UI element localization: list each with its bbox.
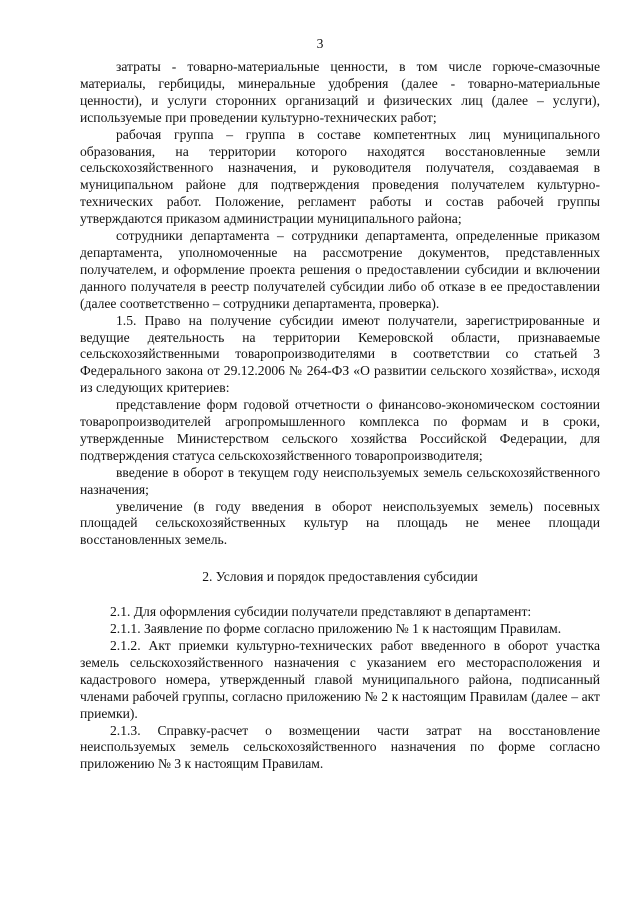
paragraph-2-1-3: 2.1.3. Справку-расчет о возмещении части затрат на восстановление неиспользуемых земель сельскохозяйственного назначения по форме согласно приложению № 3 к настоящим Правилам.	[80, 722, 600, 772]
paragraph-working-group-definition: рабочая группа – группа в составе компетентных лиц муниципального образования, на территории которого находятся восстановленные земли сельскохозяйственного назначения, и руководителя получателя, создаваемая в муниципальном районе для подтверждения проведения получателем культурно-технических работ. Положение, регламент работы и состав рабочей группы утверждаются приказом администрации муниципального района;	[80, 126, 600, 227]
paragraph-1-5-eligibility: 1.5. Право на получение субсидии имеют получатели, зарегистрированные и ведущие деятельность на территории Кемеровской области, признаваемые сельскохозяйственными товаропроизводителями в соответствии со статьей 3 Федерального закона от 29.12.2006 № 264-ФЗ «О развитии сельского хозяйства», исходя из следующих критериев:	[80, 312, 600, 396]
paragraph-2-1: 2.1. Для оформления субсидии получатели представляют в департамент:	[110, 604, 532, 620]
paragraph-criterion-reporting: представление форм годовой отчетности о финансово-экономическом состоянии товаропроизводителей агропромышленного комплекса по формам и в сроки, утвержденные Министерством сельского хозяйства Российской Федерации, для подтверждения статуса сельскохозяйственного товаропроизводителя;	[80, 397, 600, 463]
paragraph-criterion-sown-area: увеличение (в году введения в оборот неиспользуемых земель) посевных площадей сельскохозяйственных культур на площадь не менее площади восстановленных земель.	[80, 498, 600, 548]
paragraph-2-1-1: 2.1.1. Заявление по форме согласно приложению № 1 к настоящим Правилам.	[110, 621, 562, 637]
paragraph-criterion-land-use: введение в оборот в текущем году неиспользуемых земель сельскохозяйственного назначения;	[80, 464, 600, 497]
paragraph-costs-definition: затраты - товарно-материальные ценности, в том числе горюче-смазочные материалы, гербициды, минеральные удобрения (далее - товарно-материальные ценности), и услуги сторонних организаций и физических лиц (далее – услуги), используемые при проведении культурно-технических работ;	[80, 59, 600, 125]
document-body	[80, 59, 600, 773]
page-number: 3	[316, 36, 324, 51]
section-heading: 2. Условия и порядок предоставления субсидии	[202, 569, 478, 585]
paragraph-department-staff-definition: сотрудники департамента – сотрудники департамента, определенные приказом департамента, уполномоченные на рассмотрение документов, представленных получателем, и оформление проекта решения о предоставлении субсидии и включении данного получателя в реестр получателей субсидии либо об отказе в ее предоставлении (далее соответственно – сотрудники департамента, проверка).	[80, 228, 600, 311]
paragraph-2-1-2: 2.1.2. Акт приемки культурно-технических работ введенного в оборот участка земель сельскохозяйственного назначения с указанием его месторасположения и кадастрового номера, утвержденный главой муниципального района, подписанный членами рабочей группы, согласно приложению № 2 к настоящим Правилам (далее – акт приемки).	[80, 638, 600, 721]
